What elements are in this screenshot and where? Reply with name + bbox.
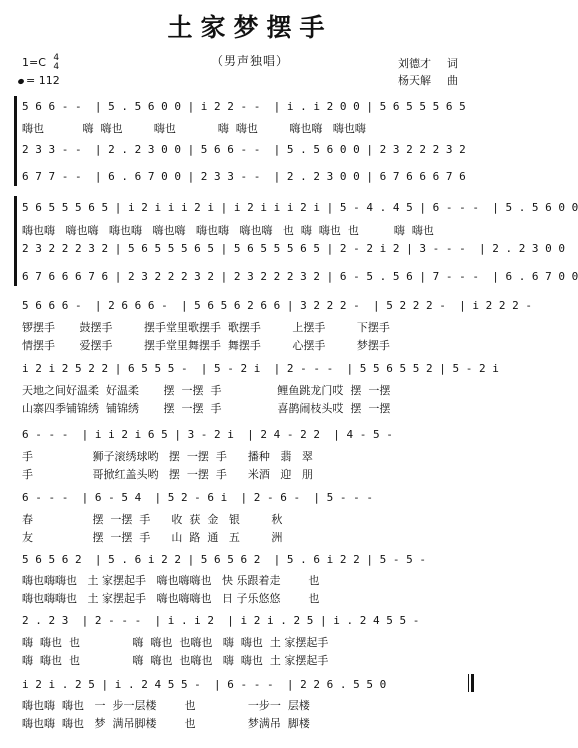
song-title: 土家梦摆手 [167, 13, 333, 42]
lyric-line: 嗨也嗨嗨也 土 家摆起手 嗨也嗨嗨也 快 乐跟着走 也 [22, 574, 320, 587]
notation-line: 6 - - - | 6 - 5 4 | 5 2 - 6 i | 2 - 6 - | 5 - - - [22, 491, 373, 504]
composer-role: 曲 [447, 74, 458, 87]
lyric-line: 山寨四季铺锦绣 铺锦绣 摆 一摆 手 喜鹊闹枝头哎 摆 一摆 [22, 402, 391, 415]
lyric-line: 嗨也嗨 嗨也嗨 嗨也嗨 嗨也嗨 嗨也嗨 嗨也嗨 也 嗨 嗨也 也 嗨 嗨也 [22, 224, 434, 237]
lyric-line: 友 摆 一摆 手 山 路 通 五 洲 [22, 531, 283, 544]
lyric-line: 嗨 嗨也 也 嗨 嗨也 也嗨也 嗨 嗨也 土 家摆起手 [22, 636, 329, 649]
lyric-line: 嗨也 嗨 嗨也 嗨也 嗨 嗨也 嗨也嗨 嗨也嗨 [22, 122, 366, 135]
tempo-value: = 112 [26, 74, 60, 87]
composer-name: 杨天解 [398, 74, 431, 87]
song-subtitle: （男声独唱） [210, 54, 289, 68]
notation-line: 2 3 3 - - | 2 . 2 3 0 0 | 5 6 6 - - | 5 . 5 6 0 0 | 2 3 2 2 2 3 2 [22, 143, 466, 156]
notation-line: 6 - - - | i i 2 i 6 5 | 3 - 2 i | 2 4 - 2 2 | 4 - 5 - [22, 428, 393, 441]
lyric-line: 嗨也嗨 嗨也 梦 满吊脚楼 也 梦满吊 脚楼 [22, 717, 310, 730]
notation-line: 6 7 6 6 6 7 6 | 2 3 2 2 2 3 2 | 2 3 2 2 2 3 2 | 6 - 5 . 5 6 | 7 - - - | 6 . 6 7 0 0 [22, 270, 578, 283]
lyricist-name: 刘德才 [398, 57, 431, 70]
time-sig-top: 4 [53, 53, 60, 63]
notation-line: 6 7 7 - - | 6 . 6 7 0 0 | 2 3 3 - - | 2 . 2 3 0 0 | 6 7 6 6 6 7 6 [22, 170, 466, 183]
credits [398, 55, 458, 89]
notation-line: 5 6 6 - - | 5 . 5 6 0 0 | i 2 2 - - | i . i 2 0 0 | 5 6 5 5 5 6 5 [22, 100, 466, 113]
notation-line: 5 6 6 6 - | 2 6 6 6 - | 5 6 5 6 2 6 6 | 3 2 2 2 - | 5 2 2 2 - | i 2 2 2 - [22, 299, 532, 312]
notation-line: 5 6 5 6 2 | 5 . 6 i 2 2 | 5 6 5 6 2 | 5 . 6 i 2 2 | 5 - 5 - [22, 553, 426, 566]
time-sig-bottom: 4 [53, 62, 60, 72]
notation-line: 5 6 5 5 5 6 5 | i 2 i i i 2 i | i 2 i i i 2 i | 5 - 4 . 4 5 | 6 - - - | 5 . 5 6 0 0 [22, 201, 578, 214]
lyric-line: 嗨也嗨 嗨也 一 步一层楼 也 一步一 层楼 [22, 699, 310, 712]
notation-line: 2 . 2 3 | 2 - - - | i . i 2 | i 2 i . 2 5 | i . 2 4 5 5 - [22, 614, 420, 627]
lyric-line: 春 摆 一摆 手 收 获 金 银 秋 [22, 513, 283, 526]
notation-line: i 2 i . 2 5 | i . 2 4 5 5 - | 6 - - - | 2 2 6 . 5 5 0 [22, 678, 387, 691]
key-label: 1=C [22, 56, 46, 69]
composer-line [398, 72, 458, 89]
lyricist-role: 词 [447, 57, 458, 70]
quarter-note-icon [17, 78, 24, 85]
lyric-line: 天地之间好温柔 好温柔 摆 一摆 手 鲤鱼跳龙门哎 摆 一摆 [22, 384, 391, 397]
system-brace [14, 196, 21, 286]
lyric-line: 手 哥掀红盖头哟 摆 一摆 手 米酒 迎 朋 [22, 468, 313, 481]
system-brace [14, 96, 21, 186]
lyric-line: 嗨也嗨嗨也 土 家摆起手 嗨也嗨嗨也 日 子乐悠悠 也 [22, 592, 320, 605]
lyric-line: 情摆手 爱摆手 摆手堂里舞摆手 舞摆手 心摆手 梦摆手 [22, 339, 390, 352]
final-barline [468, 674, 475, 692]
notation-line: 2 3 2 2 2 3 2 | 5 6 5 5 5 6 5 | 5 6 5 5 5 6 5 | 2 - 2 i 2 | 3 - - - | 2 . 2 3 0 0 [22, 242, 566, 255]
lyric-line: 锣摆手 鼓摆手 摆手堂里歌摆手 歌摆手 上摆手 下摆手 [22, 321, 390, 334]
lyricist-line [398, 55, 458, 72]
lyric-line: 嗨 嗨也 也 嗨 嗨也 也嗨也 嗨 嗨也 土 家摆起手 [22, 654, 329, 667]
tempo-marking [18, 74, 60, 87]
lyric-line: 手 狮子滚绣球哟 摆 一摆 手 播种 翡 翠 [22, 450, 313, 463]
notation-line: i 2 i 2 5 2 2 | 6 5 5 5 - | 5 - 2 i | 2 - - - | 5 5 6 5 5 2 | 5 - 2 i [22, 362, 499, 375]
